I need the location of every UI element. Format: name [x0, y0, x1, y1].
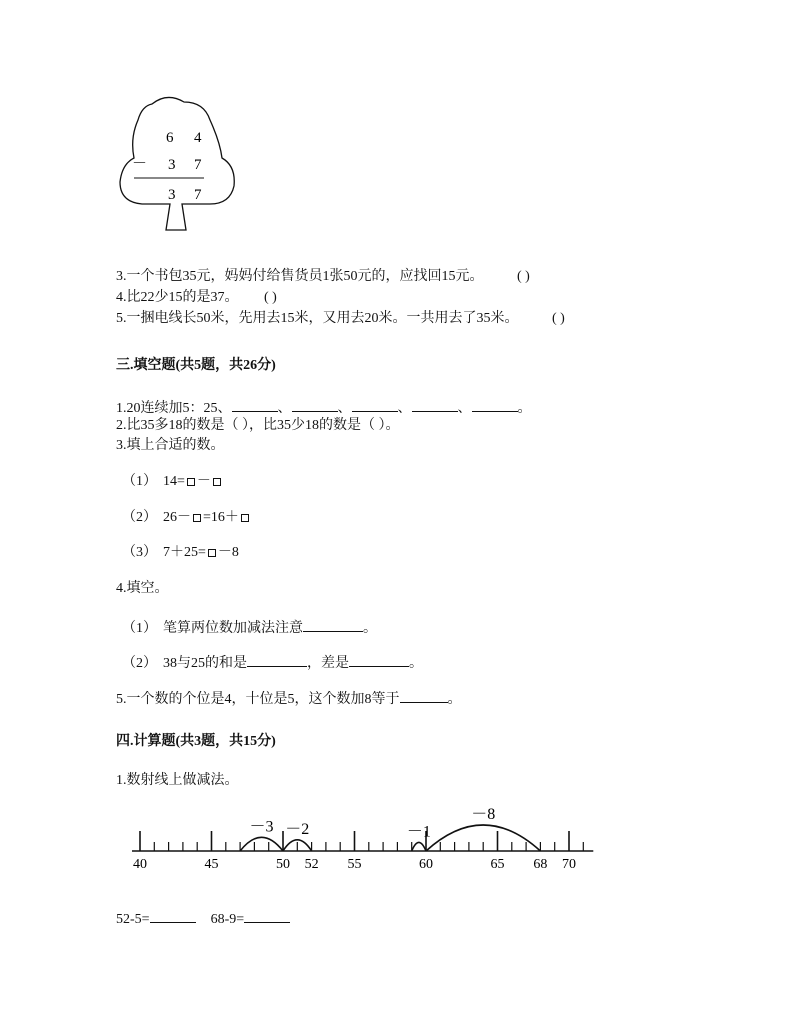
fill-q3-item-3-box-1[interactable] — [208, 549, 216, 557]
fill-q3-item-1-box-2[interactable] — [213, 478, 221, 486]
fill-q1-sep-5: 。 — [517, 401, 532, 416]
calc-q1-title: 1.数射线上做减法。 — [116, 773, 239, 788]
calc-eq-1: 52-5= — [116, 912, 150, 927]
fill-q4-item-2-pre: 38与25的和是 — [163, 656, 247, 671]
fill-q1-blank-2[interactable] — [292, 397, 338, 412]
fill-q5-end: 。 — [447, 692, 462, 707]
fill-q1 — [116, 397, 532, 418]
tick-label-55: 55 — [347, 857, 362, 872]
judgement-q5-paren[interactable]: ( ) — [552, 311, 565, 326]
fill-q4-item-1 — [122, 617, 377, 638]
fill-q1-sep-1: 、 — [277, 401, 292, 416]
judgement-q4-text: 4.比22少15的是37。 — [116, 290, 239, 305]
fill-q3-item-1-idx: （1） — [122, 474, 157, 489]
calc-eq-1-blank[interactable] — [150, 908, 196, 923]
fill-q1-sep-3: 、 — [397, 401, 412, 416]
calc-answers — [116, 908, 290, 929]
fill-q1-blank-1[interactable] — [232, 397, 278, 412]
jump-label-4: －8 — [471, 806, 496, 823]
fill-q1-blank-3[interactable] — [352, 397, 398, 412]
fill-q4-item-2-mid: ，差是 — [307, 656, 349, 671]
jump-label-3: －1 — [406, 823, 431, 841]
fill-q3-item-2 — [122, 509, 251, 527]
digit-3: 3 — [168, 157, 176, 173]
fill-q3-item-3-a: 7＋25= — [163, 545, 206, 560]
fill-q4-item-1-text: 笔算两位数加减法注意 — [163, 621, 303, 636]
fill-q4-item-2 — [122, 652, 423, 673]
digit-4: 4 — [194, 130, 202, 146]
fill-q3-item-1 — [122, 473, 223, 491]
result-digit-7: 7 — [194, 187, 202, 203]
fill-q3-item-3 — [122, 544, 239, 562]
fill-q3-item-2-b: =16＋ — [203, 510, 239, 525]
fill-q4-item-1-idx: （1） — [122, 621, 157, 636]
tick-label-40: 40 — [133, 857, 147, 872]
tick-label-52: 52 — [304, 857, 319, 872]
fill-q4-item-1-blank[interactable] — [303, 617, 363, 632]
fill-q4-item-2-idx: （2） — [122, 656, 157, 671]
fill-q1-blank-5[interactable] — [472, 397, 518, 412]
judgement-q5 — [116, 310, 565, 328]
jump-label-1: －3 — [249, 818, 274, 836]
fill-q1-sep-2: 、 — [337, 401, 352, 416]
fill-q4-item-2-blank-2[interactable] — [349, 652, 409, 667]
fill-q5-text: 5.一个数的个位是4，十位是5，这个数加8等于 — [116, 692, 400, 707]
calc-eq-2: 68-9= — [210, 912, 245, 927]
fill-q3-item-1-b: － — [196, 474, 211, 489]
fill-q3-item-1-box-1[interactable] — [187, 478, 195, 486]
tick-label-60: 60 — [419, 857, 433, 872]
fill-q1-sep-4: 、 — [457, 401, 472, 416]
fill-q5-blank[interactable] — [400, 688, 448, 703]
fill-q4-title: 4.填空。 — [116, 581, 169, 596]
fill-q4-item-2-end: 。 — [409, 656, 423, 671]
tick-label-70: 70 — [562, 857, 576, 872]
tick-label-65: 65 — [490, 857, 505, 872]
fill-q3-item-2-idx: （2） — [122, 510, 157, 525]
section4-title: 四.计算题(共3题，共15分) — [116, 734, 276, 749]
section3-title: 三.填空题(共5题，共26分) — [116, 358, 276, 373]
number-line — [120, 800, 620, 880]
judgement-q3-text: 3.一个书包35元，妈妈付给售货员1张50元的，应找回15元。 — [116, 269, 484, 284]
fill-q3-item-2-box-2[interactable] — [241, 514, 249, 522]
fill-q1-text: 1.20连续加5：25、 — [116, 401, 232, 416]
fill-q3-item-3-b: －8 — [217, 545, 239, 560]
fill-q3-title: 3.填上合适的数。 — [116, 438, 225, 453]
judgement-q5-text: 5.一捆电线长50米，先用去15米，又用去20米。一共用去了35米。 — [116, 311, 519, 326]
fill-q3-item-1-a: 14= — [163, 474, 185, 489]
fill-q2: 2.比35多18的数是（ ），比35少18的数是（ ）。 — [116, 418, 400, 433]
jump-label-2: －2 — [285, 820, 310, 838]
jump-arc-1 — [240, 837, 283, 851]
fill-q3-item-3-idx: （3） — [122, 545, 157, 560]
calc-eq-2-blank[interactable] — [244, 908, 290, 923]
fill-q5 — [116, 688, 462, 709]
tick-label-50: 50 — [276, 857, 290, 872]
tick-label-68: 68 — [533, 857, 548, 872]
fill-q4-item-1-end: 。 — [363, 621, 377, 636]
digit-7: 7 — [194, 157, 202, 173]
judgement-q4-paren[interactable]: ( ) — [264, 290, 277, 305]
judgement-q4 — [116, 289, 277, 307]
digit-6: 6 — [166, 130, 174, 146]
fill-q4-item-2-blank-1[interactable] — [247, 652, 307, 667]
fill-q1-blank-4[interactable] — [412, 397, 458, 412]
tree-subtraction-figure — [112, 92, 242, 234]
jump-arc-3 — [412, 842, 426, 851]
fill-q3-item-2-a: 26－ — [163, 510, 191, 525]
tick-label-45: 45 — [204, 857, 219, 872]
minus-sign: － — [132, 156, 148, 172]
judgement-q3 — [116, 268, 530, 286]
judgement-q3-paren[interactable]: ( ) — [517, 269, 530, 284]
fill-q3-item-2-box-1[interactable] — [193, 514, 201, 522]
result-digit-3: 3 — [168, 187, 176, 203]
